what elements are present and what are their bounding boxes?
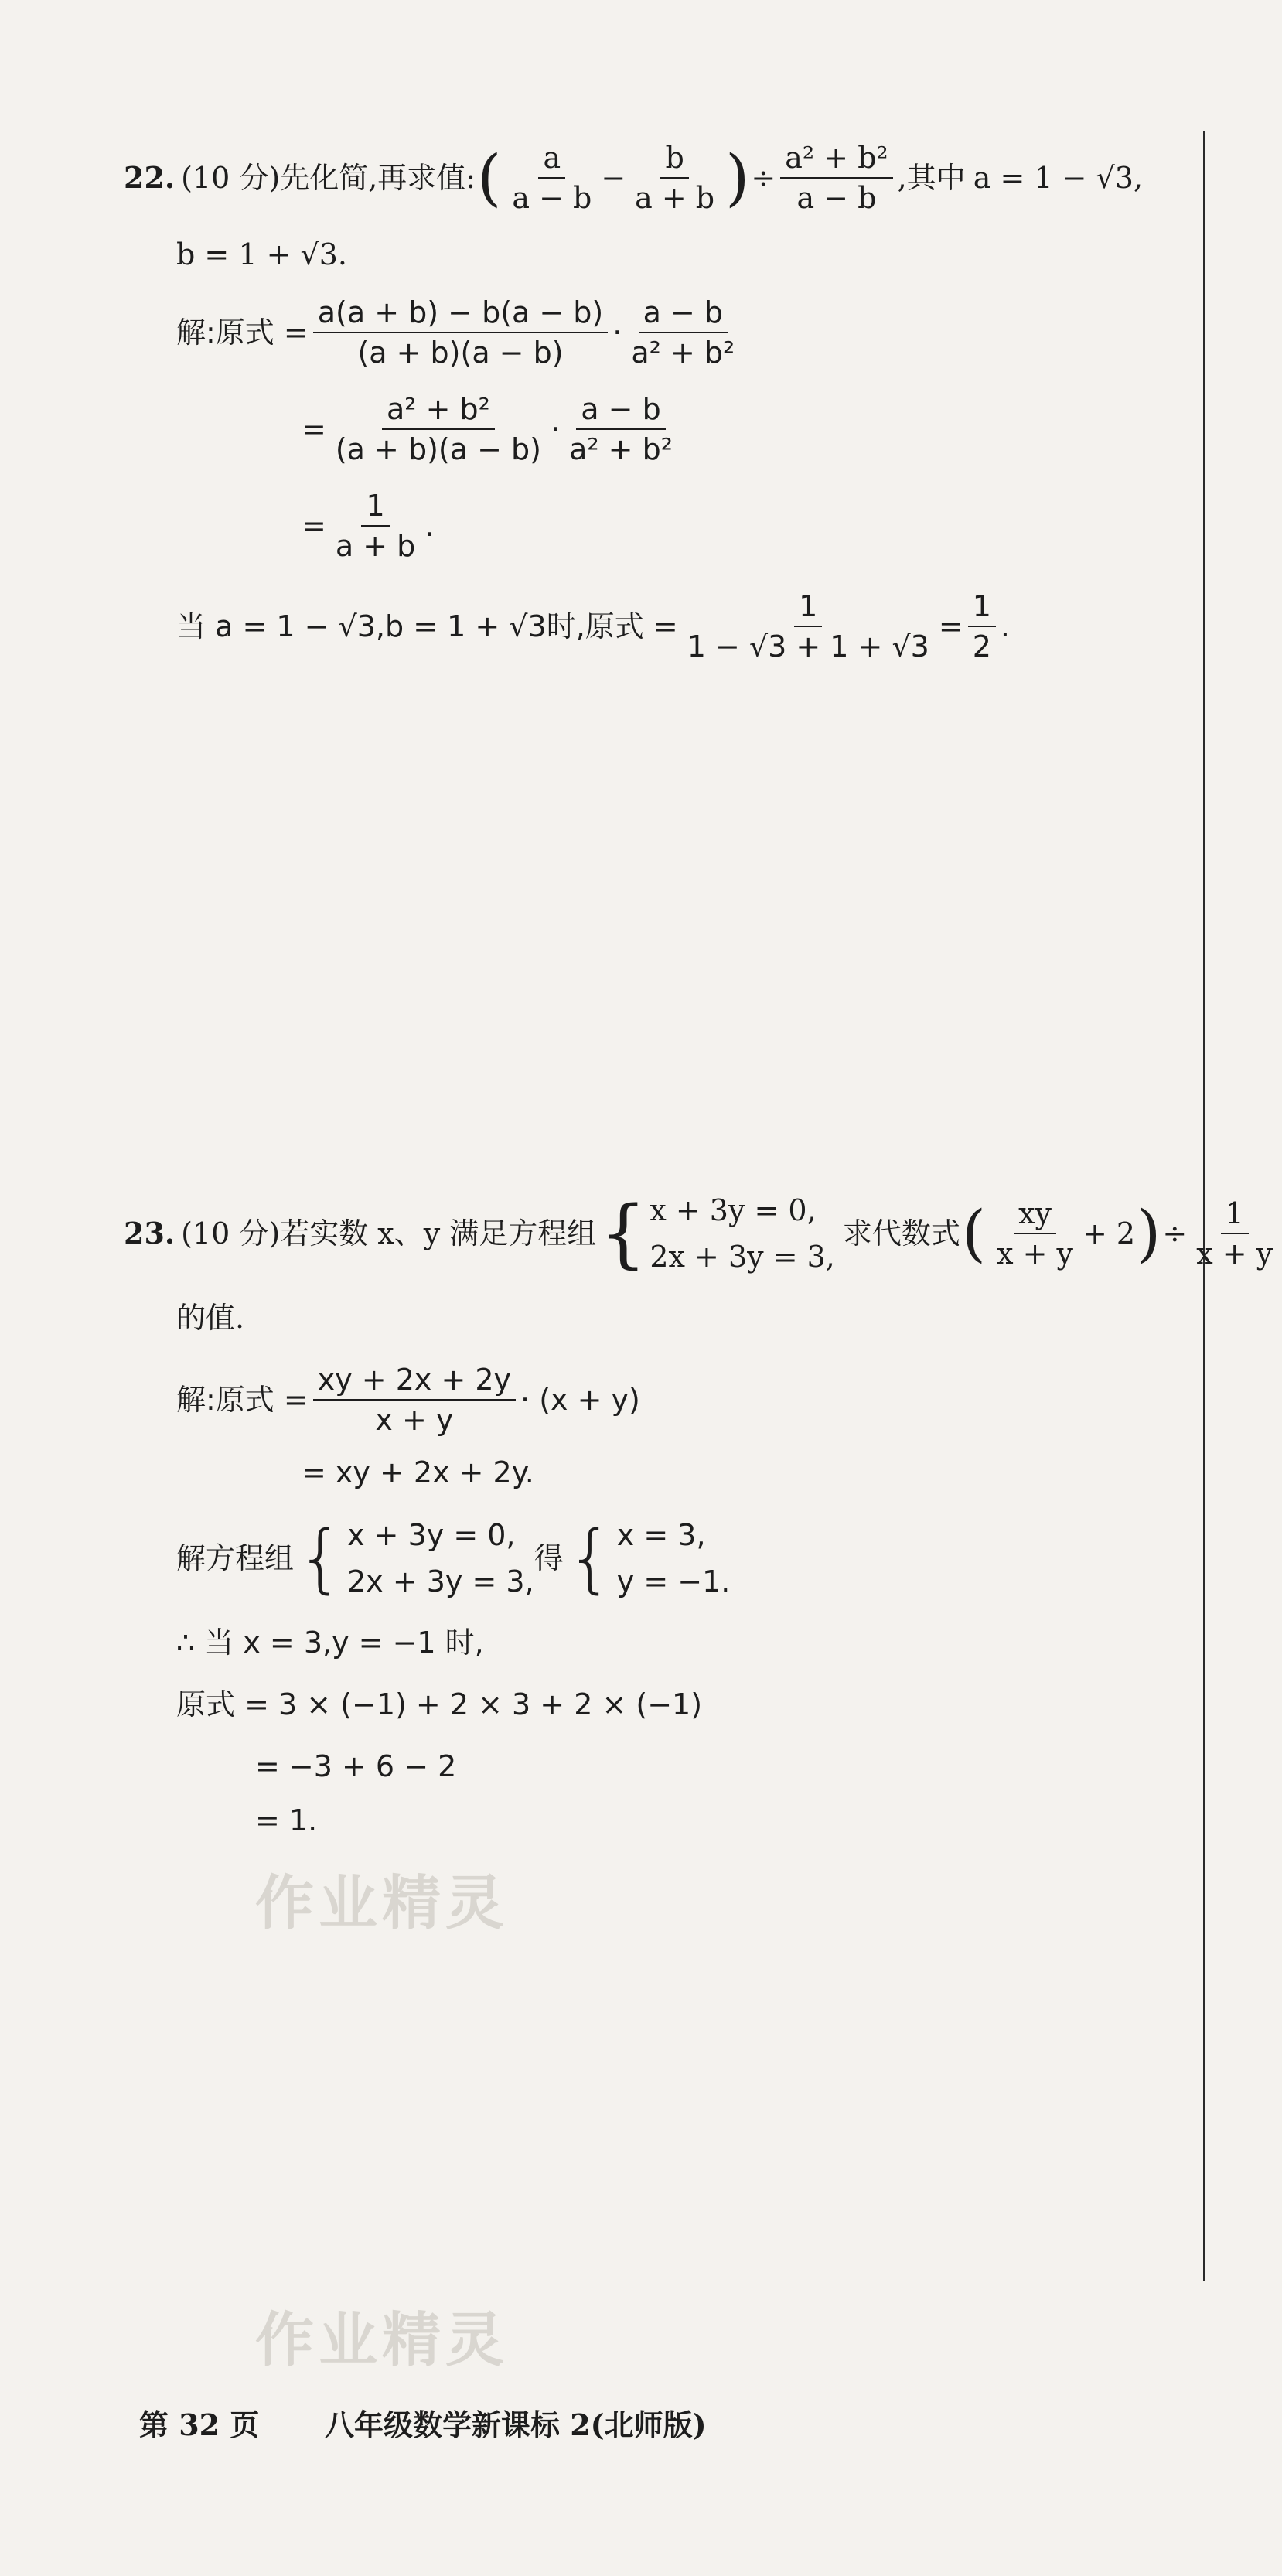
q23-header: 23. (10 分) 若实数 x、y 满足方程组 { x + 3y = 0, 2x + 3y = 3, 求代数式 ( $\frac{xy}{x + y}$ + 2 ) ÷ $\frac{1}{x + y}$ — [124, 1183, 1282, 1284]
q22-header: 22. (10 分) 先化简,再求值: ( $\frac{a}{a - b}$ − $\frac{b}{a + b}$ ) ÷ $\frac{\text{a² + b²}}{a - b}$ ,其中 a = 1 − √3, — [124, 141, 1144, 215]
q22-b-value: b = 1 + √3. — [176, 237, 347, 271]
q23-prompt: 若实数 x、y 满足方程组 — [280, 1216, 597, 1250]
paren-open: ( — [961, 1197, 987, 1269]
q23-line3: = 1. — [255, 1803, 318, 1837]
paren-close: ) — [725, 142, 750, 213]
q22-score: (10 分) — [181, 161, 281, 195]
brace: { — [599, 1189, 647, 1277]
q23-line1: 原式 = 3 × (−1) + 2 × 3 + 2 × (−1) — [176, 1687, 703, 1721]
q22-frac-3: $\frac{\text{a² + b²}}{a - b}$ — [780, 143, 892, 213]
q22-frac-1: $\frac{a}{a - b}$ — [512, 141, 592, 215]
q23-tail: 的值. — [176, 1301, 245, 1335]
q22-where: ,其中 — [897, 161, 966, 195]
q22-solution-step2: = $\frac{\text{a² + b²}}{(a + b)(a - b)}$ · $\frac{a - b}{\text{a² + b²}}$ — [302, 392, 673, 466]
q23-ask: 求代数式 — [842, 1216, 960, 1250]
q23-solution-step1: 解:原式 = $\frac{xy + 2x + 2y}{x + y}$ · (x + y) — [176, 1363, 640, 1437]
watermark: 作业精灵 — [255, 2305, 509, 2374]
q23-line2: = −3 + 6 − 2 — [255, 1749, 457, 1783]
q22-a-value: a = 1 − √3, — [973, 161, 1144, 195]
book-title: 八年级数学新课标 2(北师版) — [325, 2407, 707, 2442]
q23-solve-system: 解方程组 { x + 3y = 0, 2x + 3y = 3, 得 { x = 3, y = −1. — [176, 1514, 731, 1602]
q22-solution-step1: 解:原式 = $\frac{a(a + b) - b(a - b)}{(a + b)(a - b)}$ · $\frac{a - b}{\text{a² + b²}}$ — [176, 295, 735, 370]
q22-number: 22. — [124, 160, 176, 195]
paren-close: ) — [1137, 1197, 1161, 1269]
q22-frac-2: $\frac{b}{a + b}$ — [635, 141, 715, 215]
q22-solution-evaluate: 当 a = 1 − √3,b = 1 + √3时,原式 = $\frac{1}{1 - √3 + 1 + √3}$ = $\frac{1}{2}$ . — [176, 589, 1010, 664]
q23-solution-step2: = xy + 2x + 2y. — [302, 1455, 534, 1489]
watermark: 作业精灵 — [255, 1868, 509, 1937]
paren-open: ( — [477, 142, 502, 213]
page-number: 第 32 页 — [139, 2407, 260, 2442]
q22-solution-step3: = $\frac{1}{a + b}$ . — [302, 489, 435, 563]
q23-therefore: ∴ 当 x = 3,y = −1 时, — [176, 1626, 484, 1660]
q23-frac-2: $\frac{1}{x + y}$ — [1196, 1196, 1273, 1271]
q23-score: (10 分) — [181, 1216, 281, 1250]
q23-system: x + 3y = 0, 2x + 3y = 3, — [650, 1193, 835, 1274]
q22-prompt: 先化简,再求值: — [280, 161, 476, 195]
q23-frac-1: $\frac{xy}{x + y}$ — [997, 1196, 1074, 1271]
q23-number: 23. — [124, 1216, 176, 1250]
